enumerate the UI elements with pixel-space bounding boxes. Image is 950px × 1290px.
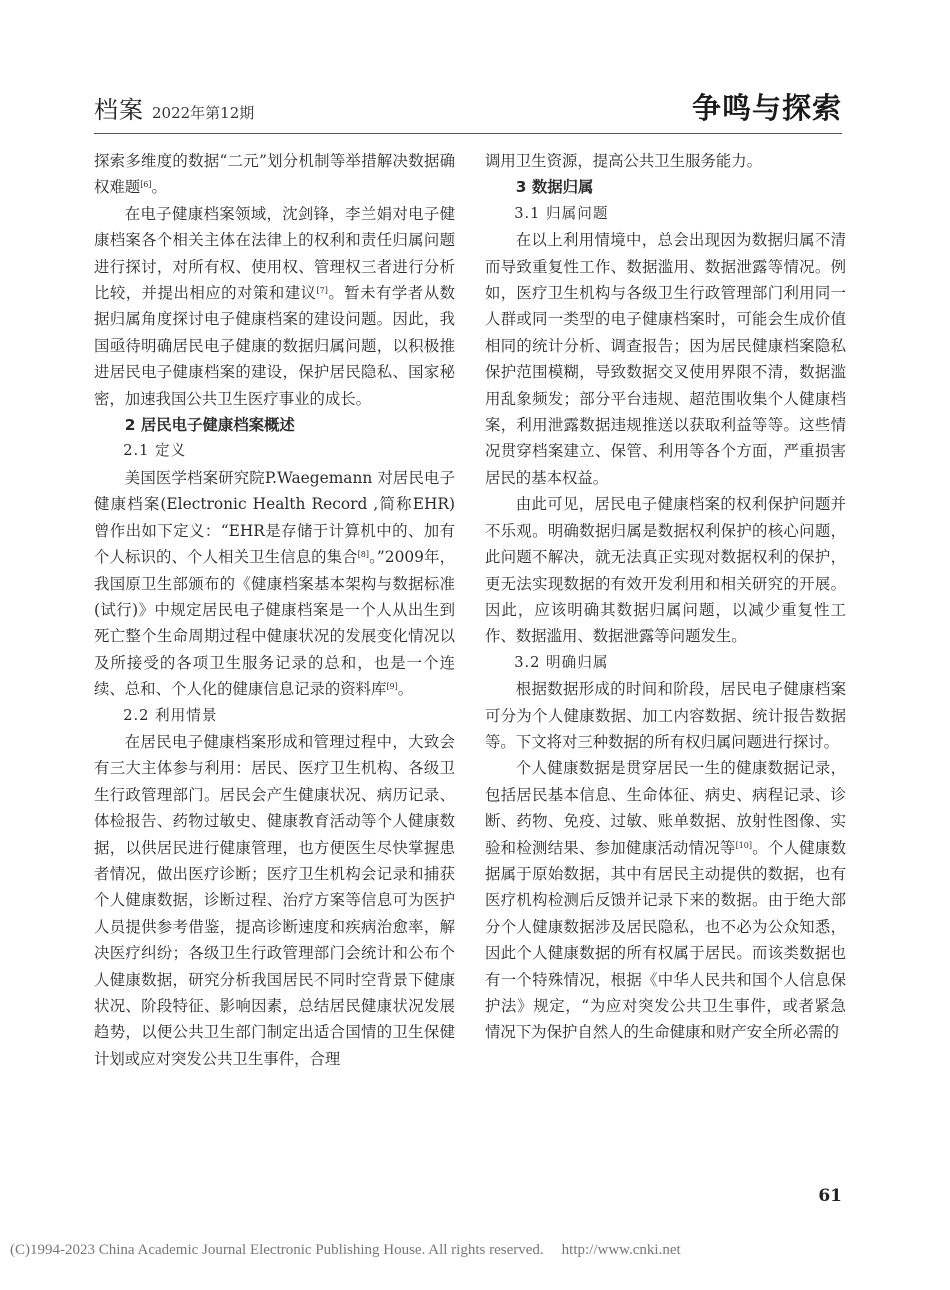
running-header-left	[94, 90, 254, 125]
section-heading: 2 居民电子健康档案概述	[124, 416, 295, 435]
paragraph: 在电子健康档案领域，沈剑锋，李兰娟对电子健康档案各个相关主体在法律上的权利和责任归属问题进行探讨，对所有权、使用权、管理权三者进行分析比较，并提出相应的对策和建议[7]。暂未有学者从数据归属角度探讨电子健康档案的建设问题。因此，我国亟待明确居民电子健康的数据归属问题，以积极推进居民电子健康档案的建设，保护居民隐私、国家秘密，加速我国公共卫生医疗事业的成长。	[94, 204, 455, 408]
page-number: 61	[818, 1186, 842, 1206]
paragraph: 在居民电子健康档案形成和管理过程中，大致会有三大主体参与利用：居民、医疗卫生机构、各级卫生行政管理部门。居民会产生健康状况、病历记录、体检报告、药物过敏史、健康教育活动等个人健康数据，以供居民进行健康管理，也方便医生尽快掌握患者情况，做出医疗诊断；医疗卫生机构会记录和捕获个人健康数据，诊断过程、治疗方案等信息可为医护人员提供参考借鉴，提高诊断速度和疾病治愈率，解决医疗纠纷；各级卫生行政管理部门会统计和公布个人健康数据，研究分析我国居民不同时空背景下健康状况、阶段特征、影响因素，总结居民健康状况发展趋势，以便公共卫生部门制定出适合国情的卫生保健计划或应对突发公共卫生事件，合理	[94, 732, 455, 1068]
paragraph: 探索多维度的数据“二元”划分机制等举措解决数据确权难题[6]。	[94, 152, 455, 197]
paragraph: 由此可见，居民电子健康档案的权利保护问题并不乐观。明确数据归属是数据权利保护的核心问题，此问题不解决，就无法真正实现对数据权利的保护，更无法实现数据的有效开发利用和相关研究的开展。因此，应该明确其数据归属问题，以减少重复性工作、数据滥用、数据泄露等问题发生。	[485, 495, 846, 646]
paragraph: 在以上利用情境中，总会出现因为数据归属不清而导致重复性工作、数据滥用、数据泄露等情况。例如，医疗卫生机构与各级卫生行政管理部门利用同一人群或同一类型的电子健康档案时，可能会生成价值相同的统计分析、调查报告；因为居民健康档案隐私保护范围模糊，导致数据交叉使用界限不清，数据滥用乱象频发；部分平台违规、超范围收集个人健康档案，利用泄露数据违规推送以获取利益等等。这些情况贯穿档案建立、保管、利用等各个方面，严重损害居民的基本权益。	[485, 231, 846, 487]
citation[interactable]: [10]	[735, 840, 753, 850]
journal-title: 档案	[94, 96, 144, 124]
citation[interactable]: [9]	[386, 682, 398, 692]
left-column	[94, 148, 455, 1072]
subsection-heading: 2.1 定义	[123, 442, 187, 460]
right-column	[485, 148, 846, 1046]
citation[interactable]: [7]	[316, 286, 328, 296]
paragraph: 个人健康数据是贯穿居民一生的健康数据记录，包括居民基本信息、生命体征、病史、病程记录、诊断、药物、免疫、过敏、账单数据、放射性图像、实验和检测结果、参加健康活动情况等[10]。个人健康数据属于原始数据，其中有居民主动提供的数据，也有医疗机构检测后反馈并记录下来的数据。由于绝大部分个人健康数据涉及居民隐私，也不必为公众知悉，因此个人健康数据的所有权属于居民。而该类数据也有一个特殊情况，根据《中华人民共和国个人信息保护法》规定，“为应对突发公共卫生事件，或者紧急情况下为保护自然人的生命健康和财产安全所必需的	[485, 759, 846, 1042]
paragraph: 美国医学档案研究院P.Waegemann 对居民电子健康档案(Electronic Health Record ,简称EHR)曾作出如下定义：“EHR是存储于计算机中的、加有个人标识的、个人相关卫生信息的集合[8]。”2009年，我国原卫生部颁布的《健康档案基本架构与数据标准(试行)》中规定居民电子健康档案是一个人从出生到死亡整个生命周期过程中健康状况的发展变化情况以及所接受的各项卫生服务记录的总和，也是一个连续、总和、个人化的健康信息记录的资料库[9]。	[94, 468, 455, 699]
section-heading: 3 数据归属	[515, 178, 594, 197]
header-rule	[94, 133, 842, 134]
footer-link[interactable]: http://www.cnki.net	[561, 1242, 681, 1258]
section-title: 争鸣与探索	[691, 91, 842, 125]
paragraph: 调用卫生资源，提高公共卫生服务能力。	[485, 152, 763, 170]
subsection-heading: 2.2 利用情景	[123, 706, 218, 724]
paragraph: 根据数据形成的时间和阶段，居民电子健康档案可分为个人健康数据、加工内容数据、统计报告数据等。下文将对三种数据的所有权归属问题进行探讨。	[485, 680, 846, 751]
citation[interactable]: [8]	[357, 550, 369, 560]
subsection-heading: 3.2 明确归属	[514, 653, 609, 671]
issue-label: 2022年第12期	[152, 104, 255, 122]
citation[interactable]: [6]	[140, 180, 152, 190]
subsection-heading: 3.1 归属问题	[514, 204, 609, 222]
footer-copyright	[10, 1242, 681, 1259]
copyright-text: (C)1994-2023 China Academic Journal Electronic Publishing House. All rights reserved.	[10, 1242, 544, 1258]
